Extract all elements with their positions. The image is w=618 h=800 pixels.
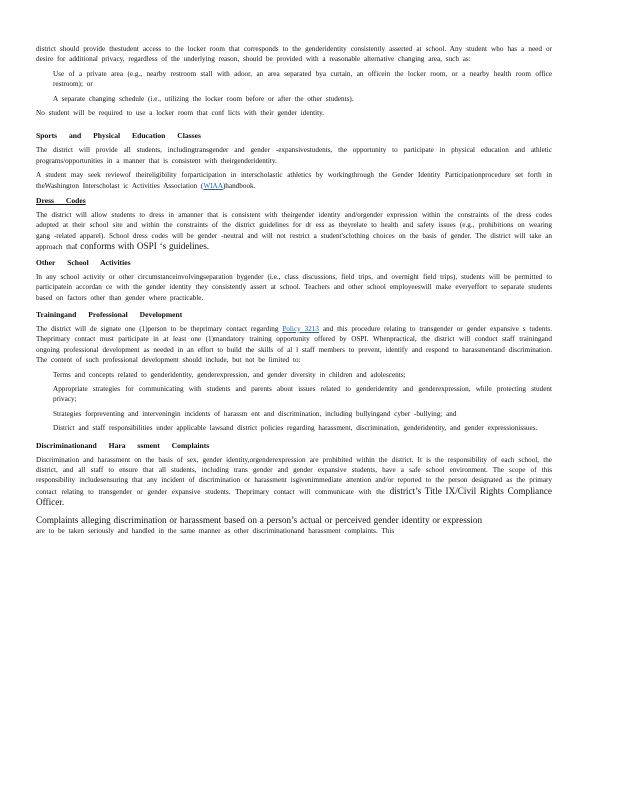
section-heading-training: Trainingand Professional Development	[36, 309, 183, 319]
square-bullet-icon	[36, 69, 53, 90]
bullet-item	[36, 423, 552, 433]
policy-3213-link[interactable]: Policy 3213	[282, 324, 319, 333]
bullet-text: A separate changing schedule (i.e., utilizing the locker room before or after the other students).	[53, 94, 354, 103]
bullet-item	[36, 384, 552, 405]
wiaa-link[interactable]: WIAA	[203, 181, 223, 190]
bullet-item	[36, 94, 552, 104]
bullet-text: District and staff responsibilities under applicable lawsand district policies regarding harassment, discrimination, genderidentity, and gender expressionissues.	[53, 424, 538, 433]
section-heading-dress-codes: Dress Codes	[36, 196, 86, 206]
bullet-item	[36, 69, 552, 90]
sports-paragraph-1: The district will provide all students, includingtransgender and gender -expansivestudents, the opportunity to participate in physical education and athletic programs/opportunities in a manner that is consistent with theirgenderidentity.	[36, 146, 552, 165]
training-text: The district will de signate one (1)person to be theprimary contact regarding	[36, 324, 283, 333]
square-bullet-icon	[36, 94, 53, 104]
sports-paragraph-2	[36, 170, 552, 191]
square-bullet-icon	[36, 409, 53, 419]
training-text-end: and this procedure relating to transgender or gender expansive s tudents. Theprimary contact must participate in at least one (1)mandatory training opportunity offered by OSPI. Whenpractical, the district will conduct staff trainingand ongoing professional development as needed in an effort to build the skills of al l staff members to prevent, identify and respond to harassmentand discrimination. The content of such professional development should include, but not be limited to:	[36, 324, 552, 365]
bullet-text: Appropriate strategies for communicating with students and parents about issues related to genderidentity and genderexpression, while protecting student privacy;	[53, 384, 552, 404]
complaints-paragraph-2-lead: Complaints alleging discrimination or harassment based on a person’s actual or perceived gender identity or expression	[36, 514, 483, 525]
complaints-text: Discrimination and harassment on the basis of sex, gender identity,orgenderexpression are prohibited within the district. It is the responsibility of each school, the district, and all staff to ensure that all students, including trans gender and gender expansive students, have a safe school environment. The scope of this responsibility includesensuring that any incident of discrimination or harassment isgivenimmediate attention and/or reported to the person designated as the primary contact relating to transgender or gender expansive students. Theprimary contact will communicate with the	[36, 455, 552, 496]
complaints-paragraph-1	[36, 455, 552, 509]
complaints-text-large: district’s Title IX/Civil Rights Compliance Officer.	[36, 485, 553, 508]
training-paragraph	[36, 324, 552, 366]
dress-code-text-large: t conforms with OSPI ‘s guidelines.	[74, 241, 210, 252]
bullet-text: Terms and concepts related to genderidentity, genderexpression, and gender diversity in children and adolescents;	[53, 370, 406, 379]
sports-text: A student may seek reviewof theireligibility forparticipation in interscholastic athletics by workingthrough the Gender Identity Participationprocedure set forth in theWashington Interscholast ic Activities Association (	[36, 171, 552, 190]
complaints-paragraph-2: are to be taken seriously and handled in the same manner as other discriminationand harassment complaints. This	[36, 526, 395, 535]
document-page	[36, 44, 552, 536]
dress-code-text: The district will allow students to dress in amanner that is consistent with theirgender identity and/orgender expression within the constraints of the dress codes adopted at their school site and within the constraints of the district guidelines for dr ess as theyrelate to health and safety issues (e.g., prohibitions on wearing gang -related apparel). School dress codes will be gender -neutral and will not restrict a student'sclothing choices on the basis of gender. The district will take an approach tha	[36, 211, 552, 252]
section-heading-sports: Sports and Physical Education Classes	[36, 131, 201, 141]
bullet-text: Strategies forpreventing and interveningin incidents of harassm ent and discrimination, including bullyingand cyber -bullying; and	[53, 409, 457, 418]
section-heading-complaints: Discriminationand Hara ssment Complaints	[36, 440, 210, 450]
square-bullet-icon	[36, 423, 53, 433]
bullet-item	[36, 370, 552, 380]
sports-text-end: )handbook.	[222, 181, 256, 190]
bullet-text: Use of a private area (e.g., nearby restroom stall with adoor, an area separated bya curtain, an officein the locker room, or a nearby health room office restroom); or	[53, 69, 552, 89]
bullet-item	[36, 409, 552, 419]
section-heading-other-activities: Other School Activities	[36, 257, 131, 267]
square-bullet-icon	[36, 384, 53, 405]
locker-room-paragraph: district should provide thestudent access to the locker room that corresponds to the genderidentity consistently asserted at school. Any student who has a need or desire for additional privacy, regardless of the underlying reason, should be provided with a reasonable alternative changing area, such as:	[36, 45, 552, 64]
locker-room-note: No student will be required to use a locker room that conf licts with their gender identity.	[36, 109, 325, 118]
other-activities-paragraph: In any school activity or other circumstanceinvolvingseparation bygender (i.e., class discussions, field trips, and overnight field trips), students will be permitted to participatein accordan ce with the gender identity they consistently assert at school. Teachers and other school employeeswill make everyeffort to separate students based on factors other than gender where practicable.	[36, 272, 552, 302]
dress-code-paragraph	[36, 210, 552, 253]
square-bullet-icon	[36, 370, 53, 380]
